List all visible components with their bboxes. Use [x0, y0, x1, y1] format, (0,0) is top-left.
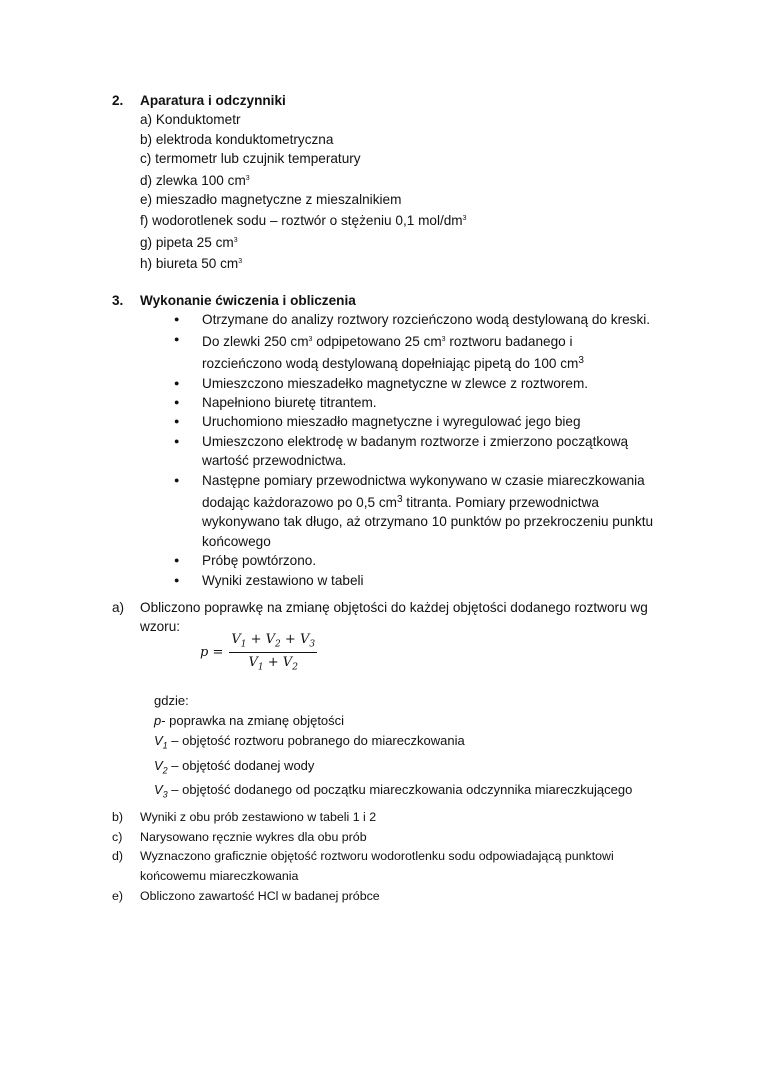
- list-item: ● Napełniono biuretę titrantem.: [174, 393, 654, 412]
- list-item: e) Obliczono zawartość HCl w badanej próbce: [112, 889, 380, 904]
- list-item: ● Umieszczono elektrodę w badanym roztworze i zmierzono początkową wartość przewodnictwa.: [174, 432, 654, 471]
- calc-item-a: a) Obliczono poprawkę na zmianę objętości do każdej objętości dodanego roztworu wg wzoru:: [112, 600, 648, 635]
- list-item: ● Uruchomiono mieszadło magnetyczne i wyregulować jego bieg: [174, 412, 654, 431]
- list-item: ● Próbę powtórzono.: [174, 551, 654, 570]
- section-apparatus: [112, 91, 672, 274]
- list-item: b) Wyniki z obu prób zestawiono w tabeli 1 i 2: [112, 810, 377, 824]
- list-item: d) Wyznaczono graficznie objętość roztworu wodorotlenku sodu odpowiadającą punktowi końcowemu miareczkowania: [112, 849, 614, 883]
- formula-denominator: $V_1 + V_2$: [248, 654, 298, 673]
- definitions: gdzie: p- poprawka na zmianę objętości $V_1$ – objętość roztworu pobranego do miareczkowania $V_2$ – objętość dodanej wody $V_3$ – objętość dodanego od początku miareczkowania odczynnika miareczkującego: [154, 691, 674, 805]
- section-procedure: [112, 291, 682, 590]
- definition: p- poprawka na zmianę objętości: [154, 713, 345, 728]
- calc-items: [112, 808, 672, 907]
- list-item: ● Otrzymane do analizy roztwory rozcieńczono wodą destylowaną do kreski.: [174, 310, 654, 329]
- list-item: ● Następne pomiary przewodnictwa wykonywano w czasie miareczkowania dodając każdorazowo po 0,5 $cm^3$ titranta. Pomiary przewodnictwa wykonywano tak długo, aż otrzymano 10 punktów po przekroczeniu punktu końcowego: [174, 471, 654, 552]
- list-item: e) mieszadło magnetyczne z mieszalnikiem: [140, 192, 402, 208]
- list-item: d) zlewka 100 $cm^3$: [140, 172, 250, 188]
- list-item: c) Narysowano ręcznie wykres dla obu prób: [112, 829, 367, 844]
- list-item: c) termometr lub czujnik temperatury: [140, 151, 361, 167]
- list-item: b) elektroda konduktometryczna: [140, 131, 334, 147]
- section-heading: 2. Aparatura i odczynniki: [112, 93, 286, 108]
- formula: p = $\frac{V_1 + V_2 + V_3}{V_1 + V_2}$: [200, 632, 316, 673]
- definition: $V_1$ – objętość roztworu pobranego do miareczkowania: [154, 733, 465, 751]
- list-item: h) biureta 50 $cm^3$: [140, 256, 243, 272]
- list-item: ● Umieszczono mieszadełko magnetyczne w zlewce z roztworem.: [174, 374, 654, 393]
- formula-numerator: $V_1 + V_2 + V_3$: [229, 632, 317, 653]
- section-heading: 3. Wykonanie ćwiczenia i obliczenia: [112, 293, 356, 308]
- procedure-list: [174, 310, 654, 590]
- list-item: ● Do zlewki 250 $cm^3$ odpipetowano 25 $cm^3$ roztworu badanego i rozcieńczono wodą destylowaną dopełniając pipetą do 100 $cm^3$: [174, 330, 654, 374]
- apparatus-list: [112, 110, 672, 273]
- list-item: f) wodorotlenek sodu – roztwór o stężeniu 0,1 mol/$dm^3$: [140, 213, 467, 229]
- list-item: a) Konduktometr: [140, 112, 241, 128]
- definition: $V_3$ – objętość dodanego od początku miareczkowania odczynnika miareczkującego: [154, 782, 633, 800]
- list-item: ● Wyniki zestawiono w tabeli: [174, 571, 654, 590]
- list-item: g) pipeta 25 $cm^3$: [140, 234, 238, 250]
- definition: $V_2$ – objętość dodanej wody: [154, 757, 315, 776]
